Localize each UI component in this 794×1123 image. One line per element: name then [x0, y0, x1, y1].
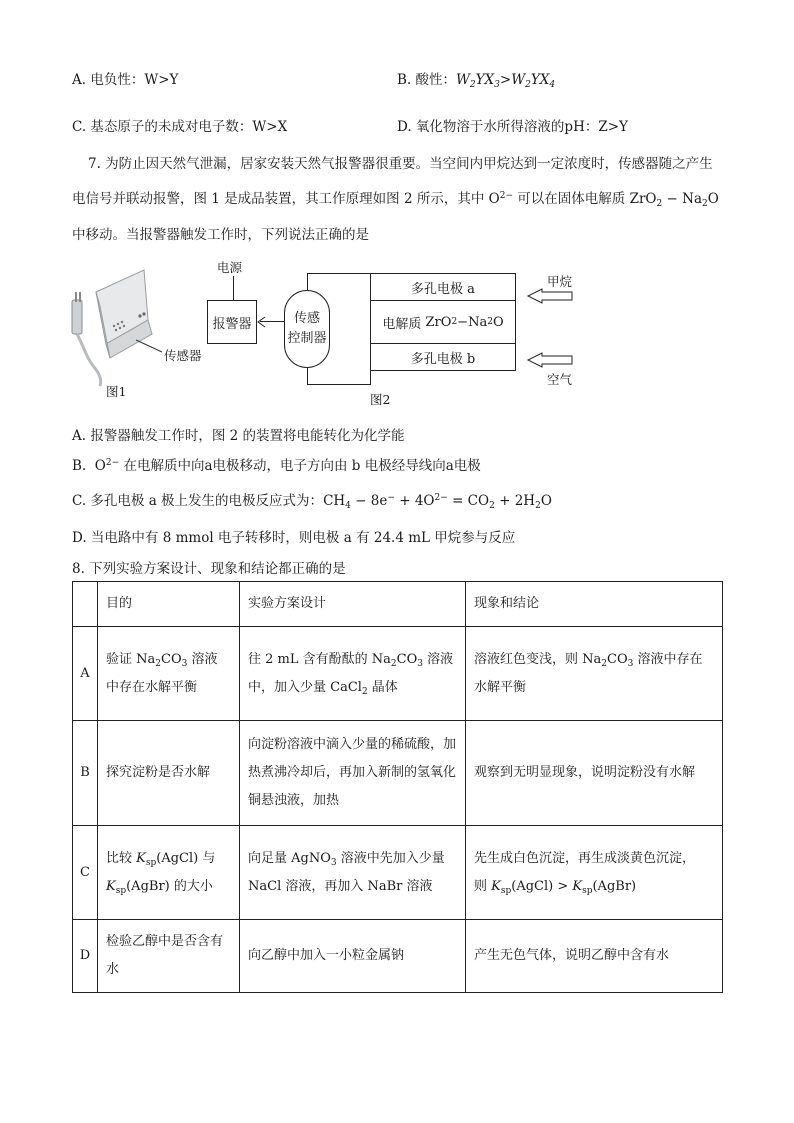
table-row: B 探究淀粉是否水解 向淀粉溶液中滴入少量的稀硫酸，加热煮沸冷却后，再加入新制的氢氧化铜悬浊液，加热 观察到无明显现象，说明淀粉没有水解: [73, 721, 723, 826]
q7-stem-line3: 中移动。当报警器触发工作时，下列说法正确的是: [72, 227, 369, 243]
header-goal: 目的: [98, 582, 240, 627]
arrow-to-alarm-icon: [257, 316, 267, 328]
q7-stem-line2: 电信号并联动报警，图 1 是成品装置，其工作原理如图 2 所示，其中 $O^{2-}$ 可以在固体电解质 $ZrO_2 - Na_2O$: [72, 191, 719, 209]
q7-stem-line1: 7. 为防止因天然气泄漏，居家安装天然气报警器很重要。当空间内甲烷达到一定浓度时，传感器随之产生: [88, 156, 713, 172]
q6-option-c: C. 基态原子的未成对电子数：W>X: [72, 119, 288, 135]
table-row: C 比较 $K_{sp}(AgCl)$ 与 $K_{sp}(AgBr)$ 的大小 向足量 AgNO$_3$ 溶液中先加入少量 NaCl 溶液，再加入 NaBr 溶液 先生成白色沉淀，再生成淡黄色沉淀， 则 $K_{sp}(AgCl)$ > $K_{sp}(AgBr)$: [73, 826, 723, 920]
methane-arrow-icon: [526, 288, 574, 304]
q8-stem: 8. 下列实验方案设计、现象和结论都正确的是: [72, 561, 346, 577]
air-arrow-icon: [526, 352, 574, 368]
porous-electrode-a: 多孔电极 a: [370, 273, 516, 301]
table-row: A 验证 $Na_2CO_3$ 溶液 中存在水解平衡 往 2 mL 含有酚酞的 $Na_2CO_3$ 溶液 中，加入少量 CaCl$_2$ 晶体 溶液红色变浅，则 $Na_2CO_3$ 溶液中存在 水解平衡: [73, 627, 723, 721]
fig2-caption: 图2: [370, 392, 391, 407]
electrolyte-layer: 电解质 ZrO 2 −Na 2 O: [370, 300, 516, 344]
fig1-sensor-label: 传感器: [164, 348, 202, 363]
q7-option-b: B. $O^{2-}$ 在电解质中向a电极移动，电子方向由 b 电极经导线向a电极: [72, 458, 481, 474]
methane-label: 甲烷: [547, 274, 573, 289]
q6-option-a: A. 电负性：W>Y: [72, 72, 179, 88]
table-row: D 检验乙醇中是否含有水 向乙醇中加入一小粒金属钠 产生无色气体，说明乙醇中含有水: [73, 920, 723, 993]
q6-option-d: D. 氧化物溶于水所得溶液的pH：Z>Y: [397, 119, 628, 135]
power-label: 电源: [217, 260, 243, 275]
table-header-row: [73, 582, 723, 627]
experiment-table: [72, 581, 723, 993]
q7-option-c: C. 多孔电极 a 极上发生的电极反应式为：$CH_4 - 8e^- + 4O^{2-} = CO_2 + 2H_2O$: [72, 493, 552, 511]
header-design: 实验方案设计: [240, 582, 466, 627]
q6-option-b: B. 酸性：$W_2YX_3>W_2YX_4$: [397, 72, 556, 90]
q7-option-a: A. 报警器触发工作时，图 2 的装置将电能转化为化学能: [72, 428, 405, 444]
figure-1: [66, 262, 216, 402]
header-result: 现象和结论: [466, 582, 723, 627]
alarm-box: 报警器: [207, 300, 257, 344]
porous-electrode-b: 多孔电极 b: [370, 343, 516, 371]
fig1-caption: 图1: [106, 384, 127, 399]
sensor-controller: 传感 控制器: [284, 290, 330, 368]
q7-option-d: D. 当电路中有 8 mmol 电子转移时，则电极 a 有 24.4 mL 甲烷参与反应: [72, 530, 516, 546]
gas-alarm-device-image: [66, 262, 216, 402]
air-label: 空气: [547, 372, 573, 387]
